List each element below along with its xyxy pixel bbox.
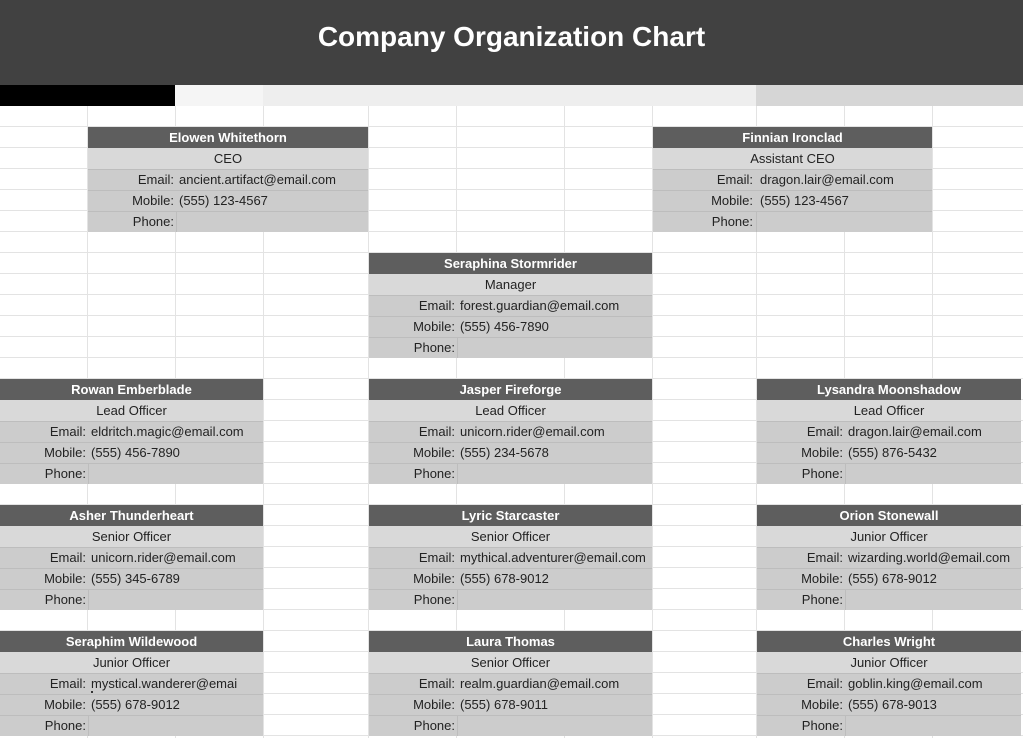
mobile-row bbox=[369, 442, 652, 463]
employee-title: Junior Officer bbox=[757, 526, 1021, 547]
email-row bbox=[757, 421, 1021, 442]
cell-divider bbox=[457, 464, 458, 484]
email-value: realm.guardian@email.com bbox=[460, 676, 620, 691]
phone-label: Phone: bbox=[801, 466, 843, 481]
email-value: unicorn.rider@email.com bbox=[460, 424, 605, 439]
employee-title: CEO bbox=[88, 148, 368, 169]
cell-divider bbox=[88, 716, 89, 736]
mobile-row bbox=[0, 442, 263, 463]
email-value: unicorn.rider@email.com bbox=[91, 550, 236, 565]
email-row bbox=[653, 169, 932, 190]
employee-card-lead-officer[interactable] bbox=[369, 379, 652, 484]
cell-divider bbox=[176, 212, 177, 232]
page-title: Company Organization Chart bbox=[317, 20, 706, 52]
employee-card-officer[interactable] bbox=[0, 505, 263, 610]
email-value: mystical.wanderer@emai bbox=[91, 676, 238, 691]
mobile-row bbox=[88, 190, 368, 211]
color-band-black bbox=[0, 85, 175, 106]
email-row bbox=[369, 547, 652, 568]
employee-card-assistant-ceo[interactable] bbox=[653, 127, 932, 232]
employee-name: Lyric Starcaster bbox=[369, 505, 652, 526]
mobile-value: (555) 234-5678 bbox=[460, 445, 549, 460]
mobile-value: (555) 123-4567 bbox=[760, 193, 849, 208]
mobile-value: (555) 123-4567 bbox=[179, 193, 268, 208]
employee-card-manager[interactable] bbox=[369, 253, 652, 358]
mobile-value: (555) 678-9013 bbox=[848, 697, 937, 712]
mobile-row bbox=[653, 190, 932, 211]
phone-label: Phone: bbox=[413, 592, 455, 607]
email-row bbox=[757, 547, 1021, 568]
mobile-label: Mobile: bbox=[711, 193, 753, 208]
mobile-row bbox=[757, 442, 1021, 463]
cell-divider bbox=[845, 716, 846, 736]
email-label: Email: bbox=[418, 298, 455, 313]
employee-card-officer[interactable] bbox=[757, 505, 1021, 610]
email-value: forest.guardian@email.com bbox=[460, 298, 620, 313]
mobile-value: (555) 345-6789 bbox=[91, 571, 180, 586]
employee-card-officer[interactable] bbox=[757, 631, 1021, 736]
mobile-value: (555) 876-5432 bbox=[848, 445, 937, 460]
email-label: Email: bbox=[806, 424, 843, 439]
email-row bbox=[0, 421, 263, 442]
mobile-row bbox=[369, 568, 652, 589]
mobile-row bbox=[0, 694, 263, 715]
mobile-label: Mobile: bbox=[801, 697, 843, 712]
mobile-value: (555) 678-9012 bbox=[460, 571, 549, 586]
employee-name: Laura Thomas bbox=[369, 631, 652, 652]
employee-card-lead-officer[interactable] bbox=[0, 379, 263, 484]
employee-card-officer[interactable] bbox=[0, 631, 263, 736]
email-value: eldritch.magic@email.com bbox=[91, 424, 244, 439]
email-value: dragon.lair@email.com bbox=[848, 424, 982, 439]
employee-title: Manager bbox=[369, 274, 652, 295]
mobile-row bbox=[0, 568, 263, 589]
email-row bbox=[88, 169, 368, 190]
email-row bbox=[369, 295, 652, 316]
mobile-value: (555) 678-9012 bbox=[848, 571, 937, 586]
phone-row bbox=[369, 589, 652, 610]
phone-label: Phone: bbox=[413, 340, 455, 355]
phone-label: Phone: bbox=[44, 592, 86, 607]
email-value: goblin.king@email.com bbox=[848, 676, 983, 691]
phone-row bbox=[757, 463, 1021, 484]
employee-title: Lead Officer bbox=[757, 400, 1021, 421]
employee-title: Lead Officer bbox=[369, 400, 652, 421]
employee-title: Junior Officer bbox=[0, 652, 263, 673]
phone-row bbox=[369, 337, 652, 358]
email-row bbox=[369, 673, 652, 694]
phone-label: Phone: bbox=[801, 718, 843, 733]
phone-label: Phone: bbox=[801, 592, 843, 607]
email-label: Email: bbox=[806, 676, 843, 691]
employee-name: Seraphim Wildewood bbox=[0, 631, 263, 652]
phone-label: Phone: bbox=[44, 718, 86, 733]
employee-title: Junior Officer bbox=[757, 652, 1021, 673]
mobile-row bbox=[757, 568, 1021, 589]
email-label: Email: bbox=[49, 676, 86, 691]
employee-name: Rowan Emberblade bbox=[0, 379, 263, 400]
phone-row bbox=[369, 715, 652, 736]
email-row bbox=[369, 421, 652, 442]
title-banner[interactable] bbox=[0, 0, 1023, 85]
phone-row bbox=[0, 589, 263, 610]
email-label: Email: bbox=[716, 172, 753, 187]
employee-title: Senior Officer bbox=[369, 526, 652, 547]
email-value: mythical.adventurer@email.com bbox=[460, 550, 646, 565]
cell-divider bbox=[88, 590, 89, 610]
email-label: Email: bbox=[418, 424, 455, 439]
email-label: Email: bbox=[137, 172, 174, 187]
mobile-label: Mobile: bbox=[801, 445, 843, 460]
cell-divider bbox=[457, 716, 458, 736]
employee-card-officer[interactable] bbox=[369, 505, 652, 610]
email-label: Email: bbox=[806, 550, 843, 565]
mobile-label: Mobile: bbox=[413, 319, 455, 334]
mobile-value: (555) 456-7890 bbox=[91, 445, 180, 460]
employee-name: Finnian Ironclad bbox=[653, 127, 932, 148]
mobile-row bbox=[757, 694, 1021, 715]
employee-name: Jasper Fireforge bbox=[369, 379, 652, 400]
phone-row bbox=[757, 589, 1021, 610]
email-value: dragon.lair@email.com bbox=[760, 172, 894, 187]
cell-divider bbox=[457, 338, 458, 358]
email-label: Email: bbox=[418, 676, 455, 691]
employee-name: Seraphina Stormrider bbox=[369, 253, 652, 274]
phone-row bbox=[88, 211, 368, 232]
employee-name: Asher Thunderheart bbox=[0, 505, 263, 526]
mobile-label: Mobile: bbox=[132, 193, 174, 208]
email-label: Email: bbox=[49, 424, 86, 439]
email-label: Email: bbox=[418, 550, 455, 565]
employee-name: Elowen Whitethorn bbox=[88, 127, 368, 148]
mobile-label: Mobile: bbox=[44, 571, 86, 586]
mobile-row bbox=[369, 316, 652, 337]
phone-row bbox=[653, 211, 932, 232]
email-row bbox=[757, 673, 1021, 694]
cell-divider bbox=[845, 464, 846, 484]
phone-label: Phone: bbox=[44, 466, 86, 481]
employee-title: Assistant CEO bbox=[653, 148, 932, 169]
mobile-label: Mobile: bbox=[413, 445, 455, 460]
email-value: wizarding.world@email.com bbox=[848, 550, 1011, 565]
color-band-lighter bbox=[263, 85, 756, 106]
mobile-label: Mobile: bbox=[413, 571, 455, 586]
color-band-light bbox=[175, 85, 263, 106]
phone-label: Phone: bbox=[132, 214, 174, 229]
mobile-label: Mobile: bbox=[44, 697, 86, 712]
employee-name: Orion Stonewall bbox=[757, 505, 1021, 526]
color-band-gray bbox=[756, 85, 1023, 106]
employee-title: Senior Officer bbox=[0, 526, 263, 547]
employee-name: Charles Wright bbox=[757, 631, 1021, 652]
mobile-value: (555) 678-9011 bbox=[460, 697, 548, 712]
email-label: Email: bbox=[49, 550, 86, 565]
mobile-label: Mobile: bbox=[413, 697, 455, 712]
employee-card-ceo[interactable] bbox=[88, 127, 368, 232]
employee-card-officer[interactable] bbox=[369, 631, 652, 736]
employee-name: Lysandra Moonshadow bbox=[757, 379, 1021, 400]
employee-title: Lead Officer bbox=[0, 400, 263, 421]
mobile-label: Mobile: bbox=[801, 571, 843, 586]
cell-divider bbox=[756, 212, 757, 232]
mobile-row bbox=[369, 694, 652, 715]
email-value: ancient.artifact@email.com bbox=[179, 172, 336, 187]
phone-row bbox=[757, 715, 1021, 736]
cell-divider bbox=[457, 590, 458, 610]
mobile-label: Mobile: bbox=[44, 445, 86, 460]
mobile-value: (555) 678-9012 bbox=[91, 697, 180, 712]
phone-label: Phone: bbox=[711, 214, 753, 229]
employee-card-lead-officer[interactable] bbox=[757, 379, 1021, 484]
email-row bbox=[0, 673, 263, 694]
phone-label: Phone: bbox=[413, 718, 455, 733]
overflow-indicator bbox=[91, 691, 93, 693]
cell-divider bbox=[88, 464, 89, 484]
phone-label: Phone: bbox=[413, 466, 455, 481]
phone-row bbox=[369, 463, 652, 484]
phone-row bbox=[0, 715, 263, 736]
employee-title: Senior Officer bbox=[369, 652, 652, 673]
mobile-value: (555) 456-7890 bbox=[460, 319, 549, 334]
phone-row bbox=[0, 463, 263, 484]
email-row bbox=[0, 547, 263, 568]
cell-divider bbox=[845, 590, 846, 610]
